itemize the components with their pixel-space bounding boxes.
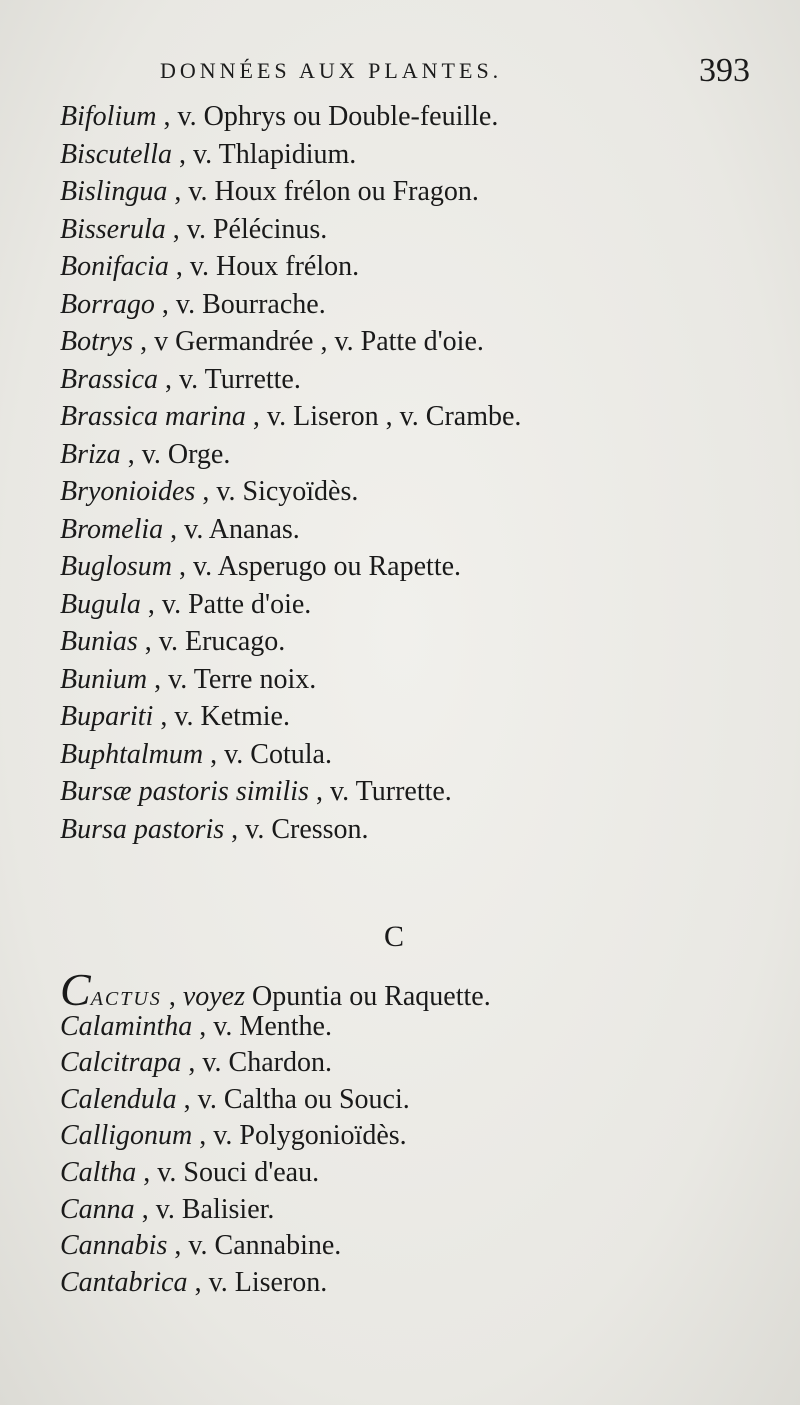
list-item: Bifolium , v. Ophrys ou Double-feuille. [60, 101, 499, 132]
list-item: Cantabrica , v. Liseron. [60, 1266, 328, 1298]
list-item: Bugula , v. Patte d'oie. [60, 588, 312, 620]
list-item: Buglosum , v. Asperugo ou Rapette. [60, 551, 462, 582]
list-item: Caltha , v. Souci d'eau. [60, 1156, 320, 1188]
page-header [160, 52, 760, 92]
list-item: Borrago , v. Bourrache. [60, 288, 326, 320]
list-item: Calendula , v. Caltha ou Souci. [60, 1083, 410, 1115]
page-number: 393 [699, 52, 750, 89]
list-item: Bupariti , v. Ketmie. [60, 701, 290, 732]
list-item: Bunium , v. Terre noix. [60, 663, 317, 695]
list-item: Brassica , v. Turrette. [60, 363, 301, 395]
list-item: Canna , v. Balisier. [60, 1193, 275, 1225]
list-item [60, 848, 780, 886]
list-item: Bursa pastoris , v. Cresson. [60, 813, 369, 845]
list-item: Calcitrapa , v. Chardon. [60, 1047, 332, 1079]
list-item: Cannabis , v. Cannabine. [60, 1230, 342, 1262]
list-item: Calligonum , v. Polygonioïdès. [60, 1120, 407, 1152]
list-item: Bryonioides , v. Sicyoïdès. [60, 476, 359, 507]
list-item: Briza , v. Orge. [60, 438, 231, 470]
list-item: Biscutella , v. Thlapidium. [60, 138, 357, 170]
drop-cap: C [60, 964, 91, 1015]
list-item: Bursæ pastoris similis , v. Turrette. [60, 776, 452, 807]
list-item: Bromelia , v. Ananas. [60, 513, 300, 545]
list-item: Calamintha , v. Menthe. [60, 1010, 332, 1042]
list-item: Cactus , voyez Opuntia ou Raquette. [60, 964, 491, 1015]
list-item: Bisserula , v. Pélécinus. [60, 213, 328, 245]
running-head: DONNÉES AUX PLANTES. [160, 58, 503, 83]
list-item: Bunias , v. Erucago. [60, 626, 286, 657]
entries-list-b [60, 98, 780, 886]
list-item: Brassica marina , v. Liseron , v. Crambe. [60, 401, 522, 432]
list-item: Bislingua , v. Houx frélon ou Fragon. [60, 176, 479, 207]
entries-list-c [60, 964, 780, 1338]
list-item: Buphtalmum , v. Cotula. [60, 738, 332, 770]
section-letter: C [384, 920, 405, 953]
list-item: Botrys , v Germandrée , v. Patte d'oie. [60, 326, 484, 357]
list-item [60, 1301, 780, 1338]
list-item: Bonifacia , v. Houx frélon. [60, 251, 360, 282]
